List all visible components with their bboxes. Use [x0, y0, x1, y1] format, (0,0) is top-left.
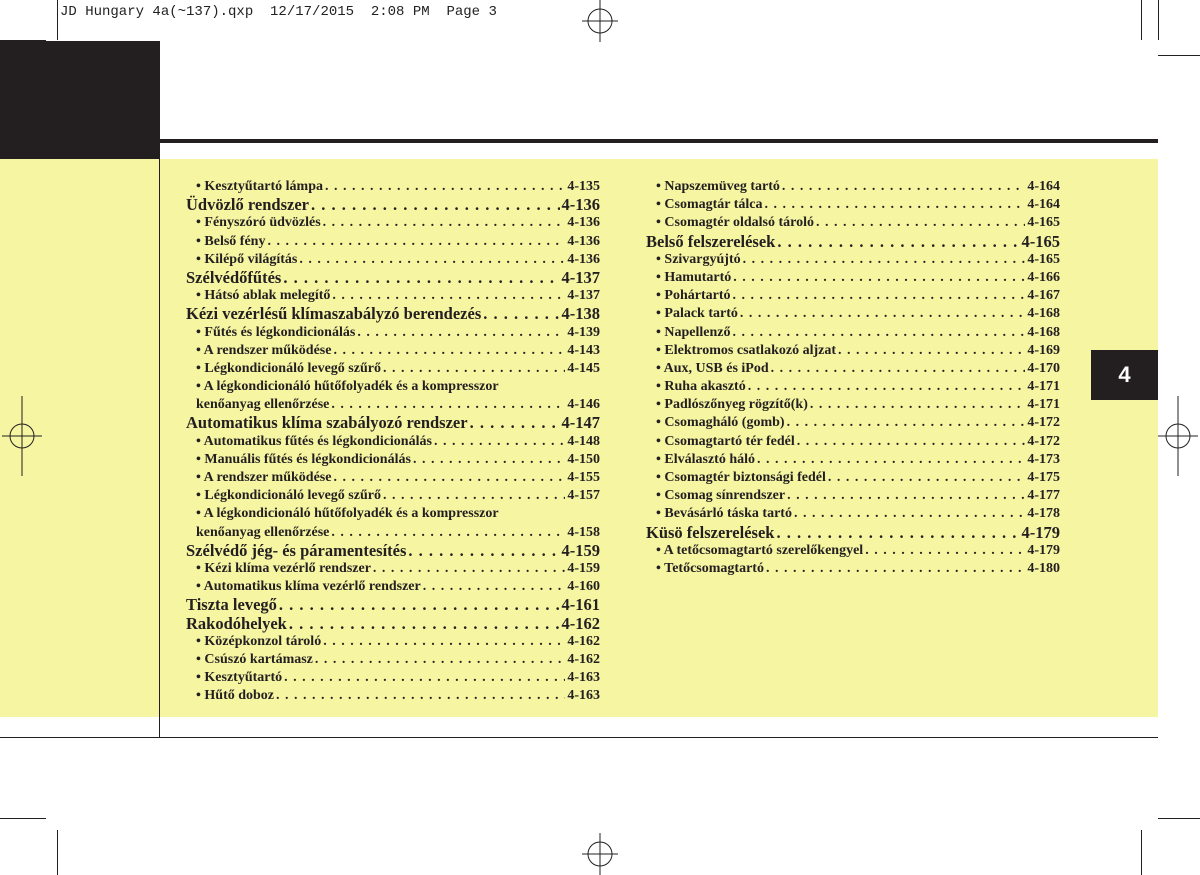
left-margin-line [159, 159, 160, 737]
dot-leader [383, 360, 565, 378]
toc-entry-label: • Padlószőnyeg rögzítő(k) [656, 397, 808, 413]
toc-entry-label: • Szivargyújtó [656, 251, 741, 267]
toc-subentry[interactable] [186, 324, 600, 342]
crop-mark [1158, 0, 1159, 40]
dot-leader [333, 342, 565, 360]
dot-leader [383, 487, 565, 505]
toc-entry-label: • Elválasztó háló [656, 451, 756, 467]
toc-page-number: 4-160 [567, 579, 600, 595]
toc-entry-label: • Automatikus klíma vezérlő rendszer [196, 579, 421, 595]
dot-leader [289, 615, 560, 633]
toc-heading-entry[interactable] [186, 542, 600, 560]
toc-heading-entry[interactable] [186, 414, 600, 432]
toc-entry-label: Rakodóhelyek [186, 613, 287, 633]
dot-leader [766, 560, 1025, 578]
toc-subentry[interactable] [646, 360, 1060, 378]
toc-page-number: 4-162 [561, 613, 600, 633]
toc-subentry[interactable] [646, 378, 1060, 396]
toc-subentry[interactable] [646, 414, 1060, 432]
toc-page-number: 4-135 [567, 179, 600, 194]
toc-page-number: 4-165 [1027, 251, 1060, 267]
dot-leader [332, 287, 565, 305]
toc-entry-label: • Automatikus fűtés és légkondicionálás [196, 433, 432, 449]
toc-entry-label: • Csomagháló (gomb) [656, 415, 785, 431]
toc-page-number: 4-173 [1027, 451, 1060, 467]
toc-entry-label: • Csomagtartó tér fedél [656, 433, 795, 449]
toc-entry-label: kenőanyag ellenőrzése [196, 524, 330, 540]
toc-subentry[interactable] [186, 451, 600, 469]
toc-page-number: 4-167 [1027, 288, 1060, 304]
toc-entry-label: • Elektromos csatlakozó aljzat [656, 342, 837, 358]
toc-entry-label: • Légkondicionáló levegő szűrő [196, 488, 381, 504]
toc-entry-label: • Hamutartó [656, 269, 732, 285]
toc-page-number: 4-150 [567, 451, 600, 467]
registration-mark-icon [580, 833, 620, 875]
toc-page-number: 4-177 [1027, 488, 1060, 504]
toc-subentry[interactable] [186, 251, 600, 269]
toc-page-number: 4-162 [567, 633, 600, 649]
dot-leader [276, 687, 565, 705]
chapter-tab: 4 [1091, 350, 1158, 400]
toc-page-number: 4-138 [561, 304, 600, 324]
toc-heading-entry[interactable] [646, 233, 1060, 251]
crop-mark [57, 0, 58, 40]
toc-page-number: 4-171 [1027, 379, 1060, 395]
dot-leader [733, 287, 1026, 305]
toc-entry-label: Belső felszerelések [646, 231, 776, 251]
dot-leader [787, 414, 1026, 432]
toc-page-number: 4-159 [561, 540, 600, 560]
toc-entry-label: Szélvédő jég- és páramentesítés [186, 540, 407, 560]
dot-leader [283, 269, 559, 287]
toc-entry-label: • Manuális fűtés és légkondicionálás [196, 451, 411, 467]
toc-page-number: 4-164 [1027, 197, 1060, 213]
toc-entry-label: • Csomag sínrendszer [656, 488, 786, 504]
toc-entry-continued: • A légkondicionáló hűtőfolyadék és a kompresszor [196, 379, 499, 395]
toc-page-number: 4-136 [567, 233, 600, 249]
toc-page-number: 4-155 [567, 470, 600, 485]
toc-page-number: 4-137 [561, 267, 600, 287]
toc-entry-label: • Légkondicionáló levegő szűrő [196, 360, 381, 376]
toc-page-number: 4-169 [1027, 342, 1060, 358]
toc-subentry[interactable] [186, 687, 600, 705]
toc-entry-label: Automatikus klíma szabályozó rendszer [186, 413, 468, 433]
toc-page-number: 4-166 [1027, 269, 1060, 285]
toc-subentry[interactable] [186, 487, 600, 505]
dot-leader [740, 305, 1025, 323]
toc-column-right [646, 178, 1060, 578]
toc-page-number: 4-179 [1021, 522, 1060, 542]
toc-heading-entry[interactable] [186, 305, 600, 323]
toc-subentry[interactable] [646, 287, 1060, 305]
toc-entry-label: Szélvédőfűtés [186, 267, 282, 287]
toc-subentry[interactable] [186, 633, 600, 651]
toc-page-number: 4-175 [1027, 470, 1060, 485]
dot-leader [776, 524, 1019, 542]
dot-leader [483, 305, 559, 323]
toc-subentry[interactable] [646, 505, 1060, 523]
toc-subentry[interactable] [646, 324, 1060, 342]
toc-page-number: 4-146 [567, 397, 600, 413]
toc-page-number: 4-143 [567, 342, 600, 358]
toc-subentry[interactable] [646, 469, 1060, 487]
toc-subentry[interactable] [646, 214, 1060, 232]
toc-page-number: 4-168 [1027, 306, 1060, 322]
dot-leader [797, 433, 1026, 451]
header-block [0, 41, 160, 159]
toc-entry-label: • Fényszóró üdvözlés [196, 215, 321, 231]
dot-leader [299, 251, 565, 269]
toc-column-left [186, 178, 600, 705]
dot-leader [373, 560, 565, 578]
toc-subentry[interactable] [186, 396, 600, 414]
dot-leader [423, 578, 566, 596]
dot-leader [810, 396, 1025, 414]
toc-page-number: 4-137 [567, 288, 600, 304]
toc-subentry[interactable] [186, 578, 600, 596]
toc-heading-entry[interactable] [186, 269, 600, 287]
toc-subentry[interactable] [646, 487, 1060, 505]
toc-entry-label: • Kesztyűtartó lámpa [196, 179, 323, 194]
toc-entry-label: Üdvözlő rendszer [186, 195, 309, 215]
dot-leader [325, 178, 565, 196]
toc-page-number: 4-165 [1021, 231, 1060, 251]
dot-leader [828, 469, 1025, 487]
toc-page-number: 4-159 [567, 560, 600, 576]
dot-leader [771, 360, 1026, 378]
toc-entry-label: • Aux, USB és iPod [656, 360, 769, 376]
dot-leader [331, 396, 565, 414]
toc-entry-label: Kézi vezérlésű klímaszabályzó berendezés [186, 304, 482, 324]
toc-page-number: 4-139 [567, 324, 600, 340]
toc-heading-entry[interactable] [186, 615, 600, 633]
dot-leader [470, 414, 560, 432]
toc-page-number: 4-168 [1027, 324, 1060, 340]
toc-subentry[interactable] [646, 560, 1060, 578]
toc-entry-label: • Kilépő világítás [196, 251, 298, 267]
dot-leader [765, 196, 1026, 214]
toc-subentry[interactable] [186, 233, 600, 251]
dot-leader [787, 487, 1025, 505]
toc-page-number: 4-162 [567, 651, 600, 667]
header-rule [160, 139, 1158, 143]
toc-entry-label: • Tetőcsomagtartó [656, 560, 764, 576]
toc-entry-label: • Ruha akasztó [656, 379, 746, 395]
dot-leader [284, 669, 565, 687]
toc-entry-label: • Napszemüveg tartó [656, 179, 780, 194]
dot-leader [748, 378, 1026, 396]
toc-subentry[interactable] [646, 269, 1060, 287]
toc-subentry[interactable] [186, 433, 600, 451]
toc-page-number: 4-165 [1027, 215, 1060, 231]
toc-entry-label: • Fűtés és légkondicionálás [196, 324, 356, 340]
toc-subentry[interactable] [646, 542, 1060, 560]
dot-leader [331, 524, 565, 542]
dot-leader [323, 214, 566, 232]
dot-leader [733, 324, 1026, 342]
registration-mark-icon [580, 0, 620, 42]
dot-leader [838, 342, 1025, 360]
toc-subentry[interactable] [646, 433, 1060, 451]
dot-leader [777, 233, 1019, 251]
toc-entry-label: • Belső fény [196, 233, 266, 249]
toc-page-number: 4-179 [1027, 542, 1060, 558]
crop-mark [0, 40, 46, 41]
dot-leader [267, 233, 565, 251]
toc-entry-label: Tiszta levegő [186, 595, 277, 615]
toc-subentry[interactable] [646, 196, 1060, 214]
toc-page-number: 4-158 [567, 524, 600, 540]
toc-page-number: 4-178 [1027, 506, 1060, 522]
toc-heading-entry[interactable] [186, 596, 600, 614]
dot-leader [816, 214, 1025, 232]
toc-entry-label: • A rendszer működése [196, 470, 332, 485]
toc-page-number: 4-136 [567, 215, 600, 231]
dot-leader [333, 469, 565, 487]
toc-entry-label: • Bevásárló táska tartó [656, 506, 792, 522]
toc-page-number: 4-136 [567, 251, 600, 267]
dot-leader [279, 596, 560, 614]
dot-leader [865, 542, 1025, 560]
toc-entry-label: • Pohártartó [656, 288, 731, 304]
dot-leader [323, 633, 565, 651]
dot-leader [408, 542, 559, 560]
dot-leader [315, 651, 565, 669]
toc-entry-label: kenőanyag ellenőrzése [196, 397, 330, 413]
crop-mark [57, 830, 58, 875]
toc-subentry[interactable] [646, 305, 1060, 323]
toc-subentry[interactable] [186, 342, 600, 360]
toc-page-number: 4-136 [561, 195, 600, 215]
registration-mark-icon [0, 396, 42, 476]
toc-entry-label: • Csomagtér biztonsági fedél [656, 470, 826, 485]
toc-subentry[interactable] [646, 396, 1060, 414]
bottom-rule [0, 737, 1158, 738]
toc-subentry[interactable] [186, 287, 600, 305]
crop-mark [0, 818, 46, 819]
toc-entry-label: • Középkonzol tároló [196, 633, 322, 649]
toc-heading-entry[interactable] [186, 196, 600, 214]
toc-subentry[interactable] [186, 560, 600, 578]
toc-page-number: 4-147 [561, 413, 600, 433]
toc-entry-label: • Hátsó ablak melegítő [196, 288, 331, 304]
dot-leader [413, 451, 565, 469]
toc-entry-label: • Csomagtér oldalsó tároló [656, 215, 814, 231]
toc-entry-label: • Hűtő doboz [196, 688, 275, 704]
toc-page-number: 4-157 [567, 488, 600, 504]
toc-page-number: 4-164 [1027, 179, 1060, 194]
dot-leader [757, 451, 1025, 469]
dot-leader [434, 433, 565, 451]
dot-leader [794, 505, 1025, 523]
dot-leader [733, 269, 1025, 287]
toc-page-number: 4-161 [561, 595, 600, 615]
toc-subentry[interactable] [646, 178, 1060, 196]
toc-entry-label: • A tetőcsomagtartó szerelőkengyel [656, 542, 864, 558]
toc-page-number: 4-163 [567, 670, 600, 686]
toc-subentry[interactable] [186, 651, 600, 669]
toc-entry-label: • Csomagtár tálca [656, 197, 763, 213]
crop-mark [1141, 830, 1142, 875]
toc-entry-label: • Napellenző [656, 324, 731, 340]
toc-page-number: 4-172 [1027, 415, 1060, 431]
toc-subentry[interactable] [186, 360, 600, 378]
toc-entry-label: Küsö felszerelések [646, 522, 775, 542]
toc-heading-entry[interactable] [646, 524, 1060, 542]
toc-subentry[interactable] [186, 524, 600, 542]
toc-entry-label: • Kesztyűtartó [196, 670, 283, 686]
toc-subentry[interactable] [646, 251, 1060, 269]
toc-entry-label: • Kézi klíma vezérlő rendszer [196, 560, 371, 576]
crop-mark [1158, 818, 1200, 819]
toc-entry-continued: • A légkondicionáló hűtőfolyadék és a kompresszor [196, 506, 499, 522]
toc-page-number: 4-170 [1027, 360, 1060, 376]
toc-entry-label: • Palack tartó [656, 306, 738, 322]
toc-subentry[interactable] [186, 669, 600, 687]
toc-subentry[interactable] [186, 178, 600, 196]
dot-leader [357, 324, 565, 342]
toc-entry-label: • A rendszer működése [196, 342, 332, 358]
crop-mark [1158, 55, 1200, 56]
print-slug: JD Hungary 4a(~137).qxp 12/17/2015 2:08 PM Page 3 [60, 4, 497, 20]
toc-page-number: 4-148 [567, 433, 600, 449]
toc-entry-label: • Csúszó kartámasz [196, 651, 313, 667]
toc-subentry[interactable] [646, 451, 1060, 469]
dot-leader [311, 196, 560, 214]
toc-page-number: 4-171 [1027, 397, 1060, 413]
toc-page-number: 4-180 [1027, 560, 1060, 576]
crop-mark [1141, 0, 1142, 40]
toc-subentry[interactable] [186, 469, 600, 487]
toc-subentry[interactable] [646, 342, 1060, 360]
toc-subentry[interactable] [186, 214, 600, 232]
toc-page-number: 4-172 [1027, 433, 1060, 449]
registration-mark-icon [1158, 396, 1200, 476]
toc-page-number: 4-163 [567, 688, 600, 704]
toc-page-number: 4-145 [567, 360, 600, 376]
dot-leader [782, 178, 1025, 196]
dot-leader [743, 251, 1026, 269]
